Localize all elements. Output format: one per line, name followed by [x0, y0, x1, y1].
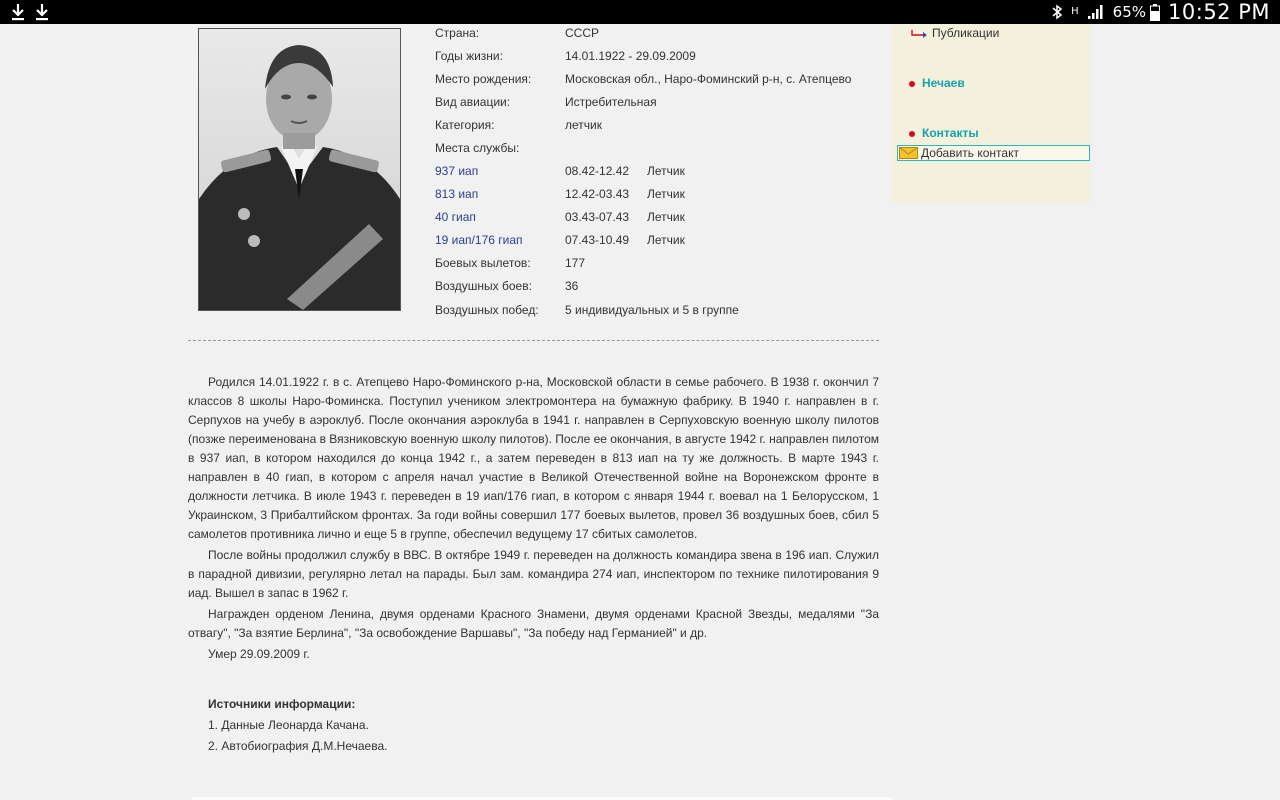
- bio-paragraph: Умер 29.09.2009 г.: [208, 647, 310, 661]
- service-role: Летчик: [647, 233, 685, 247]
- sources: [208, 694, 387, 757]
- bullet-icon: [909, 131, 915, 137]
- source-item: 2. Автобиография Д.М.Нечаева.: [208, 739, 388, 753]
- service-role: Летчик: [647, 210, 685, 224]
- stat-value: 36: [565, 279, 579, 293]
- info-value: Московская обл., Наро-Фоминский р-н, с. Атепцево: [565, 72, 852, 86]
- info-key: Места службы:: [435, 141, 520, 155]
- info-key: Вид авиации:: [435, 95, 511, 109]
- service-unit-link[interactable]: 813 иап: [435, 187, 479, 201]
- service-unit-link[interactable]: 937 иап: [435, 164, 479, 178]
- service-period: 08.42-12.42: [565, 164, 630, 178]
- info-key: Место рождения:: [435, 72, 532, 86]
- info-value: Истребительная: [565, 95, 657, 109]
- service-unit-link[interactable]: 40 гиап: [435, 210, 476, 224]
- sidebar-item-label: Контакты: [922, 126, 979, 140]
- download-icon: [34, 2, 50, 22]
- sidebar-item-label: Нечаев: [922, 76, 965, 90]
- portrait-photo: [198, 28, 401, 311]
- service-period: 03.43-07.43: [565, 210, 630, 224]
- signal-icon: [1087, 4, 1105, 20]
- info-key: Годы жизни:: [435, 49, 503, 63]
- add-contact-button[interactable]: [897, 145, 1090, 161]
- biography: [188, 373, 879, 666]
- network-type: H: [1071, 6, 1079, 17]
- battery-icon: [1150, 4, 1160, 21]
- stat-key: Воздушных побед:: [435, 303, 539, 317]
- bio-paragraph: Награжден орденом Ленина, двумя орденами Красного Знамени, двумя орденами Красной Звезды, медалями "За отвагу", "За взятие Берлина", "За освобождение Варшавы", "За победу над Германией" и др.: [188, 607, 879, 640]
- sidebar-item-nechaev[interactable]: [909, 76, 965, 90]
- bio-paragraph: После войны продолжил службу в ВВС. В октябре 1949 г. переведен на должность командира звена в 196 иап. Служил в парадной дивизии, регулярно летал на парады. Был зам. командира 274 иап, инспектором по технике пилотирования 9 иад. Вышел в запас в 1962 г.: [188, 548, 879, 600]
- service-role: Летчик: [647, 164, 685, 178]
- sources-heading: Источники информации:: [208, 697, 356, 711]
- info-value: 14.01.1922 - 29.09.2009: [565, 49, 696, 63]
- sidebar-item-publications[interactable]: [910, 26, 999, 40]
- add-contact-label: Добавить контакт: [921, 146, 1019, 160]
- divider: [188, 340, 879, 341]
- info-value: СССР: [565, 26, 600, 40]
- service-period: 12.42-03.43: [565, 187, 630, 201]
- info-value: летчик: [565, 118, 602, 132]
- source-item: 1. Данные Леонарда Качана.: [208, 718, 369, 732]
- bio-paragraph: Родился 14.01.1922 г. в с. Атепцево Наро-Фоминского р-на, Московской области в семье рабочего. В 1938 г. окончил 7 классов 8 школы Наро-Фоминска. Поступил учеником электромонтера на бумажную фабрику. В 1940 г. направлен в г. Серпухов на учебу в аэроклуб. После окончания аэроклуба в 1941 г. направлен в Серпуховскую военную школу пилотов (позже переименована в Вязниковскую военную школу пилотов). После ее окончания, в августе 1942 г. направлен пилотом в 937 иап, в котором находился до конца 1942 г., а затем переведен в 813 иап на ту же должность. В марте 1943 г. направлен в 40 гиап, в котором с апреля начал участие в Великой Отечественной войне на Воронежском фронте в должности летчика. В июле 1943 г. переведен в 19 иап/176 гиап, в котором с января 1944 г. воевал на 1 Белорусском, 1 Украинском, 3 Прибалтийском фронтах. За годи войны совершил 177 боевых вылетов, провел 36 воздушных боев, сбил 5 самолетов противника лично и еще 5 в группе, обеспечил ведущему 17 сбитых самолетов.: [188, 375, 879, 541]
- service-role: Летчик: [647, 187, 685, 201]
- stat-key: Боевых вылетов:: [435, 256, 531, 270]
- download-icon: [10, 2, 26, 22]
- sidebar-panel: [891, 24, 1090, 202]
- envelope-icon: [899, 147, 919, 159]
- stat-value: 5 индивидуальных и 5 в группе: [565, 303, 739, 317]
- arrow-icon: [910, 29, 930, 39]
- sidebar-item-contacts[interactable]: [909, 126, 979, 140]
- service-unit-link[interactable]: 19 иап/176 гиап: [435, 233, 523, 247]
- stat-value: 177: [565, 256, 586, 270]
- battery-percent: 65%: [1112, 3, 1147, 21]
- service-period: 07.43-10.49: [565, 233, 630, 247]
- info-key: Категория:: [435, 118, 495, 132]
- bluetooth-icon: [1051, 4, 1063, 20]
- status-bar: [0, 0, 1280, 24]
- clock: 10:52 PM: [1168, 0, 1270, 24]
- stat-key: Воздушных боев:: [435, 279, 532, 293]
- info-key: Страна:: [435, 26, 480, 40]
- bullet-icon: [909, 81, 915, 87]
- sidebar-item-label: Публикации: [932, 26, 1000, 40]
